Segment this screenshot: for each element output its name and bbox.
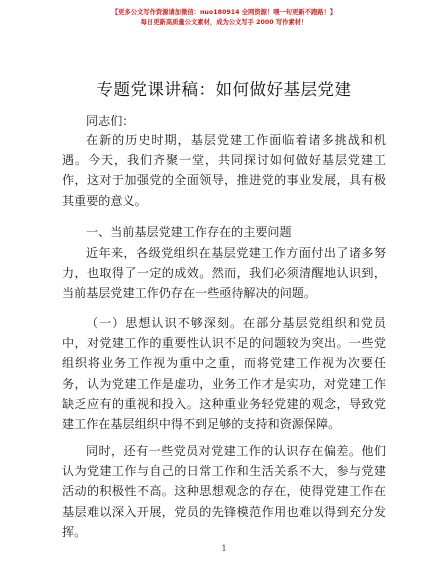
promo-banner-line-1: 【更多公文写作资源请加微信：nuo180914 全网资源！喂一句更新不跑路！】 bbox=[111, 9, 337, 16]
subsection-1-paragraph: （一）思想认识不够深刻。在部分基层党组织和党员中，对党建工作的重要性认识不足的问题较为突出。一些党组织将业务工作视为重中之重，而将党建工作视为次要任务，认为党建工作是虚功，业务工作才是实功，对党建工作缺乏应有的重视和投入。这种重业务轻党建的观念，导致党建工作在基层组织中得不到足够的支持和资源保障。 bbox=[62, 316, 386, 432]
intro-paragraph: 在新的历史时期，基层党建工作面临着诸多挑战和机遇。今天，我们齐聚一堂，共同探讨如何做好基层党建工作，这对于加强党的全面领导，推进党的事业发展，具有极其重要的意义。 bbox=[62, 133, 386, 208]
section-1-heading: 一、当前基层党建工作存在的主要问题 bbox=[86, 225, 292, 239]
greeting: 同志们： bbox=[86, 114, 135, 128]
section-1-intro-paragraph: 近年来，各级党组织在基层党建工作方面付出了诸多努力，也取得了一定的成效。然而，我们必须清醒地认识到，当前基层党建工作仍存在一些亟待解决的问题。 bbox=[62, 246, 386, 301]
promo-banner-line-2: 每日更新高质量公文素材，成为公文写手 2000 写作素材！ bbox=[140, 19, 308, 26]
subsection-1-continued-paragraph: 同时，还有一些党员对党建工作的认识存在偏差。他们认为党建工作与自己的日常工作和生活关系不大，参与党建活动的积极性不高。这种思想观念的存在，使得党建工作在基层难以深入开展，党员的先锋模范作用也难以得到充分发挥。 bbox=[62, 444, 386, 539]
document-title: 专题党课讲稿：如何做好基层党建 bbox=[96, 80, 352, 99]
page-number: 1 bbox=[221, 544, 227, 553]
